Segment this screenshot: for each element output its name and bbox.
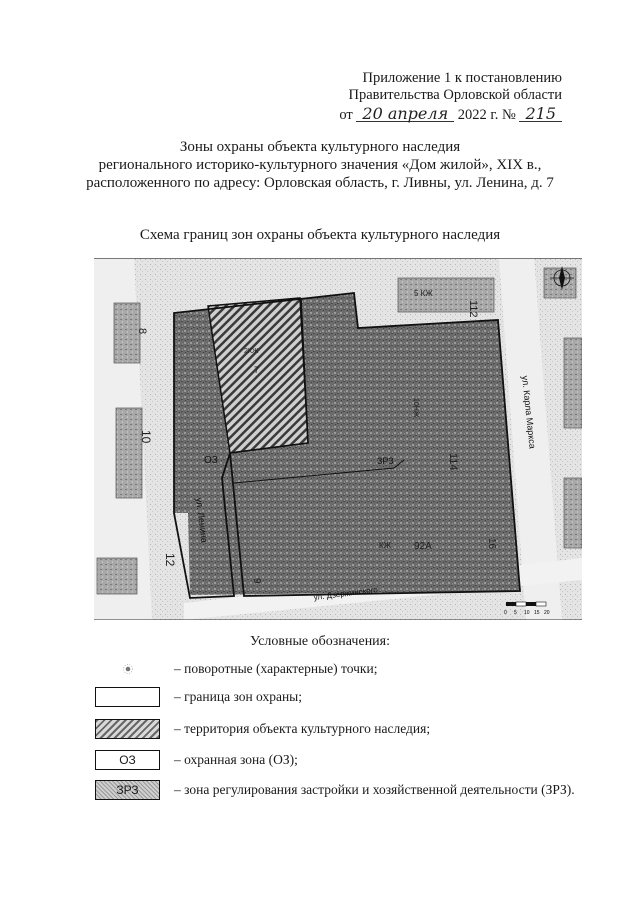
scale-label-20: 20 [544, 610, 550, 616]
legend-text-oz: – охранная зона (ОЗ); [174, 752, 298, 767]
document-title [0, 138, 640, 192]
handwritten-date: 20 апреля [356, 106, 454, 122]
date-prefix: от [339, 107, 353, 123]
scale-label-5: 5 [514, 610, 517, 616]
label-10nzh: 10НЖ [412, 398, 419, 418]
legend-item-boundary [95, 685, 302, 709]
building-ne [544, 268, 576, 298]
legend-text-points: – поворотные (характерные) точки; [174, 661, 378, 676]
label-house-16: 16 [486, 538, 497, 550]
year-text: 2022 г. № [457, 107, 516, 123]
turning-point-icon [95, 659, 160, 679]
legend-item-points [95, 657, 377, 681]
label-house-114: 114 [447, 453, 459, 471]
scale-label-10: 10 [524, 610, 530, 616]
label-house-9: 9 [251, 578, 262, 584]
zrz-swatch: ЗРЗ [95, 780, 160, 800]
scheme-title: Схема границ зон охраны объекта культурного наследия [139, 227, 501, 243]
label-kzh: КЖ [379, 541, 392, 550]
heritage-swatch [95, 719, 160, 739]
legend-text-heritage: – территория объекта культурного наследия; [174, 721, 431, 736]
building-east-2 [564, 478, 582, 548]
building-east [564, 338, 582, 428]
legend-item-oz [95, 748, 298, 772]
title-line-3: расположенного по адресу: Орловская область, г. Ливны, ул. Ленина, д. 7 [86, 175, 554, 191]
annex-line-1: Приложение 1 к постановлению [362, 70, 562, 86]
boundary-map [94, 258, 582, 620]
street-dzerzhinskogo: ул. Дзержинского [313, 585, 379, 602]
handwritten-number: 215 [519, 106, 562, 122]
label-house-12: 12 [163, 553, 177, 567]
title-line-2: регионального историко-культурного значения «Дом жилой», XIX в., [98, 157, 542, 173]
legend-item-zrz [95, 778, 575, 802]
label-house-112: 112 [467, 300, 479, 318]
legend-title: Условные обозначения: [249, 634, 391, 649]
label-zrz: ЗРЗ [377, 456, 394, 466]
building-12 [97, 558, 137, 594]
label-2kzh: 2КЖ [244, 348, 259, 355]
boundary-swatch [95, 687, 160, 707]
annex-date-line [339, 106, 562, 124]
street-marksa: ул. Карла Маркса [520, 375, 538, 450]
title-line-1: Зоны охраны объекта культурного наследия [179, 139, 461, 155]
legend-item-heritage [95, 717, 430, 741]
annex-header [339, 70, 562, 124]
label-5kzh: 5 КЖ [414, 289, 433, 298]
scale-label-15: 15 [534, 610, 540, 616]
annex-line-2: Правительства Орловской области [348, 87, 562, 103]
street-lenina: ул. Ленина [194, 497, 210, 544]
legend-text-zrz: – зона регулирования застройки и хозяйственной деятельности (ЗРЗ). [174, 782, 575, 797]
label-house-8: 8 [136, 328, 148, 335]
label-house-7: 7 [254, 365, 260, 375]
label-house-10: 10 [139, 430, 153, 444]
legend-text-boundary: – граница зон охраны; [174, 689, 302, 704]
building-10 [116, 408, 142, 498]
label-oz: ОЗ [204, 455, 218, 466]
scale-label-0: 0 [504, 610, 507, 616]
oz-swatch: ОЗ [95, 750, 160, 770]
label-house-92a: 92А [414, 541, 432, 552]
